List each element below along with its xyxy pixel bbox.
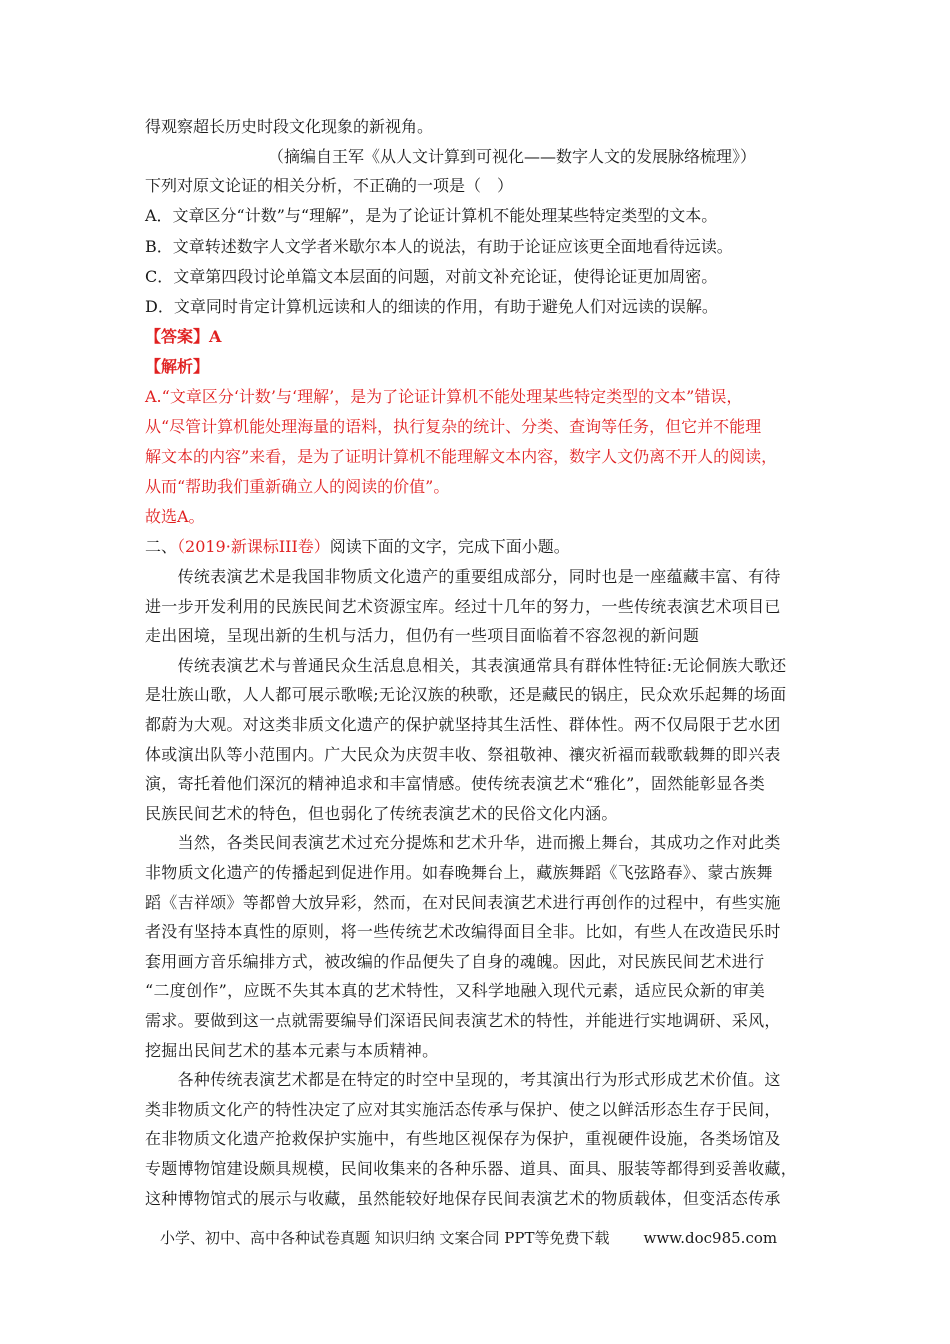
- passage-line: 进一步开发利用的民族民间艺术资源宝库。经过十几年的努力，一些传统表演艺术项目已: [145, 597, 781, 616]
- passage-line: 传统表演艺术与普通民众生活息息相关，其表演通常具有群体性特征:无论侗族大歌还: [145, 656, 787, 675]
- passage-line: 都蔚为大观。对这类非质文化遗产的保护就坚持其生活性、群体性。两不仅局限于艺水团: [145, 715, 781, 734]
- passage-line: 套用画方音乐编排方式，被改编的作品便失了自身的魂魄。因此，对民族民间艺术进行: [145, 952, 765, 971]
- passage-line: 各种传统表演艺术都是在特定的时空中呈现的，考其演出行为形式形成艺术价值。这: [145, 1070, 781, 1089]
- option-b: B．文章转述数字人文学者米歇尔本人的说法，有助于论证应该更全面地看待远读。: [145, 237, 733, 256]
- passage-line: 演，寄托着他们深沉的精神追求和丰富情感。使传统表演艺术“雅化”，固然能彰显各类: [145, 774, 766, 793]
- passage-line: 挖掘出民间艺术的基本元素与本质精神。: [145, 1041, 439, 1060]
- passage-line: 体或演出队等小范围内。广大民众为庆贺丰收、祭祖敬神、禳灾祈福而载歌载舞的即兴表: [145, 745, 781, 764]
- passage-line: 是壮族山歌，人人都可展示歌喉;无论汉族的秧歌，还是藏民的锅庄，民众欢乐起舞的场面: [145, 685, 787, 704]
- question-stem: 下列对原文论证的相关分析，不正确的一项是（ ）: [145, 176, 514, 195]
- section-source: （2019·新课标III卷）: [177, 537, 330, 556]
- passage-line: 民族民间艺术的特色，但也弱化了传统表演艺术的民俗文化内涵。: [145, 804, 618, 823]
- passage-line: 需求。要做到这一点就需要编导们深语民间表演艺术的特性，并能进行实地调研、采风，: [145, 1011, 781, 1030]
- analysis-label: 【解析】: [145, 357, 210, 376]
- footer-text: 小学、初中、高中各种试卷真题 知识归纳 文案合同 PPT等免费下载: [160, 1229, 610, 1247]
- section-heading: [145, 536, 570, 558]
- passage-line: 类非物质文化产的特性决定了应对其实施活态传承与保护、使之以鲜活形态生存于民间，: [145, 1100, 781, 1119]
- section-number: 二、: [145, 537, 178, 556]
- passage-source: （摘编自王军《从人文计算到可视化——数字人文的发展脉络梳理》）: [268, 147, 757, 166]
- passage-line: 者没有坚持本真性的原则，将一些传统艺术改编得面目全非。比如，有些人在改造民乐时: [145, 922, 781, 941]
- passage-line: 在非物质文化遗产抢救保护实施中，有些地区视保存为保护，重视硬件设施，各类场馆及: [145, 1129, 781, 1148]
- option-a: A．文章区分“计数”与“理解”，是为了论证计算机不能处理某些特定类型的文本。: [145, 206, 718, 225]
- passage-line: 当然，各类民间表演艺术过充分提炼和艺术升华，进而搬上舞台，其成功之作对此类: [145, 833, 781, 852]
- section-instruction: 阅读下面的文字，完成下面小题。: [329, 537, 570, 556]
- passage-line: “二度创作”，应既不失其本真的艺术特性，又科学地融入现代元素，适应民众新的审美: [145, 981, 766, 1000]
- answer-label: 【答案】A: [145, 327, 222, 346]
- passage-line: 传统表演艺术是我国非物质文化遗产的重要组成部分，同时也是一座蕴藏丰富、有待: [145, 567, 781, 586]
- option-d: D．文章同时肯定计算机远读和人的细读的作用，有助于避免人们对远读的误解。: [145, 297, 718, 316]
- footer-url[interactable]: www.doc985.com: [643, 1229, 778, 1247]
- page-footer: [160, 1227, 777, 1248]
- passage-tail-line: 得观察超长历史时段文化现象的新视角。: [145, 117, 434, 136]
- analysis-line: 从“尽管计算机能处理海量的语料，执行复杂的统计、分类、查询等任务，但它并不能理: [145, 417, 762, 436]
- passage-line: 蹈《吉祥颂》等都曾大放异彩，然而，在对民间表演艺术进行再创作的过程中，有些实施: [145, 893, 781, 912]
- option-c: C．文章第四段讨论单篇文本层面的问题，对前文补充论证，使得论证更加周密。: [145, 267, 718, 286]
- answer-conclusion: 故选A。: [145, 507, 205, 526]
- analysis-line: A.“文章区分‘计数’与‘理解’，是为了论证计算机不能处理某些特定类型的文本”错误，: [145, 387, 743, 406]
- passage-line: 非物质文化遗产的传播起到促进作用。如春晚舞台上，藏族舞蹈《飞弦路春》、蒙古族舞: [145, 863, 773, 882]
- passage-line: 这种博物馆式的展示与收藏，虽然能较好地保存民间表演艺术的物质载体，但变活态传承: [145, 1189, 781, 1208]
- passage-line: 走出困境，呈现出新的生机与活力，但仍有一些项目面临着不容忽视的新问题: [145, 626, 700, 645]
- passage-line: 专题博物馆建设颇具规模，民间收集来的各种乐器、道具、面具、服装等都得到妥善收藏，: [145, 1159, 798, 1178]
- analysis-line: 从而“帮助我们重新确立人的阅读的价值”。: [145, 477, 450, 496]
- analysis-line: 解文本的内容”来看，是为了证明计算机不能理解文本内容，数字人文仍离不开人的阅读，: [145, 447, 778, 466]
